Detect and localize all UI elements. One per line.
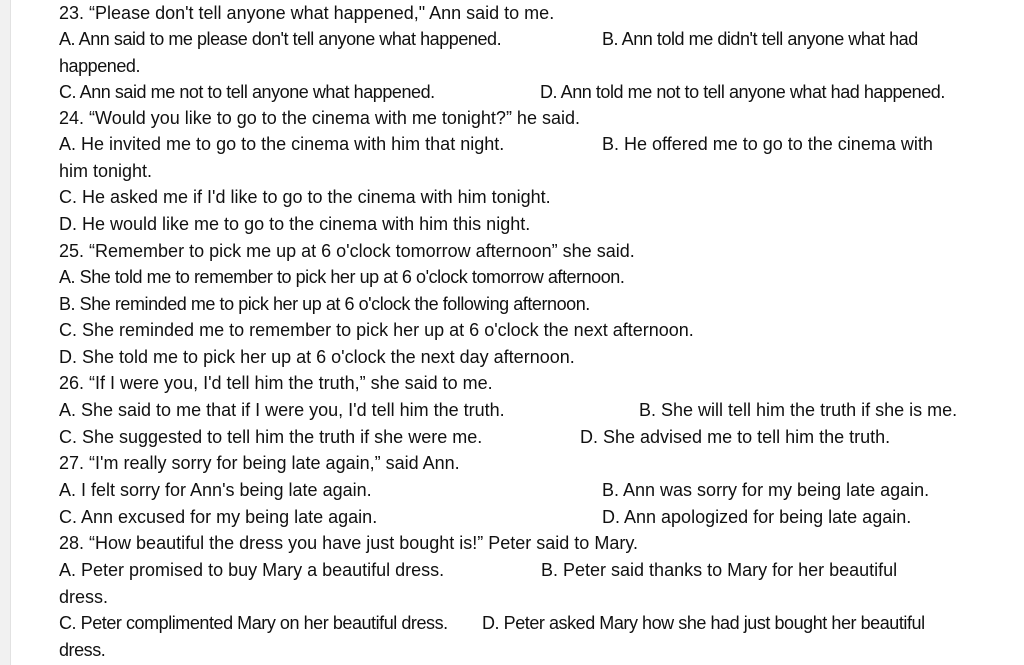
- option-a: A. I felt sorry for Ann's being late again.: [59, 480, 372, 500]
- option-d: D. He would like me to go to the cinema with him this night.: [59, 214, 531, 234]
- option-a: A. She said to me that if I were you, I'd tell him the truth.: [59, 400, 505, 420]
- question-text: “Remember to pick me up at 6 o'clock tomorrow afternoon” she said.: [89, 241, 635, 261]
- question-27-prompt: [59, 453, 460, 473]
- question-28-prompt: [59, 533, 638, 553]
- question-text: “How beautiful the dress you have just bought is!” Peter said to Mary.: [89, 533, 638, 553]
- option-c: C. He asked me if I'd like to go to the cinema with him tonight.: [59, 187, 551, 207]
- option-a: A. Ann said to me please don't tell anyone what happened.: [59, 29, 502, 49]
- question-25-prompt: [59, 241, 635, 261]
- option-d: D. Peter asked Mary how she had just bought her beautiful: [482, 613, 925, 633]
- option-c: C. Ann said me not to tell anyone what happened.: [59, 82, 435, 102]
- option-b: B. Ann was sorry for my being late again.: [602, 480, 930, 500]
- option-c: C. She reminded me to remember to pick her up at 6 o'clock the next afternoon.: [59, 320, 694, 340]
- question-number: 25.: [59, 241, 85, 261]
- option-b-continuation: happened.: [59, 56, 141, 76]
- question-text: “I'm really sorry for being late again,” said Ann.: [89, 453, 460, 473]
- question-number: 23.: [59, 3, 85, 23]
- document-page: [10, 0, 1024, 665]
- question-text: “If I were you, I'd tell him the truth,” she said to me.: [89, 373, 493, 393]
- option-b: B. He offered me to go to the cinema with: [602, 134, 933, 154]
- option-b: B. She reminded me to pick her up at 6 o'clock the following afternoon.: [59, 294, 590, 314]
- option-c: C. She suggested to tell him the truth if she were me.: [59, 427, 483, 447]
- option-b: B. Peter said thanks to Mary for her beautiful: [541, 560, 898, 580]
- option-b: B. She will tell him the truth if she is me.: [639, 400, 958, 420]
- question-26-prompt: [59, 373, 493, 393]
- option-d: D. She told me to pick her up at 6 o'clock the next day afternoon.: [59, 347, 575, 367]
- option-a: A. He invited me to go to the cinema with him that night.: [59, 134, 505, 154]
- option-d: D. Ann apologized for being late again.: [602, 507, 912, 527]
- question-number: 28.: [59, 533, 85, 553]
- option-b-continuation: him tonight.: [59, 161, 153, 181]
- question-number: 24.: [59, 108, 85, 128]
- option-b-continuation: dress.: [59, 587, 109, 607]
- option-a: A. Peter promised to buy Mary a beautiful dress.: [59, 560, 445, 580]
- option-c: C. Ann excused for my being late again.: [59, 507, 378, 527]
- option-a: A. She told me to remember to pick her up at 6 o'clock tomorrow afternoon.: [59, 267, 625, 287]
- option-d-continuation: dress.: [59, 640, 106, 660]
- question-number: 27.: [59, 453, 85, 473]
- option-d: D. She advised me to tell him the truth.: [580, 427, 891, 447]
- question-number: 26.: [59, 373, 85, 393]
- question-text: “Please don't tell anyone what happened," Ann said to me.: [89, 3, 555, 23]
- question-23-prompt: [59, 3, 554, 23]
- option-b: B. Ann told me didn't tell anyone what had: [602, 29, 918, 49]
- option-c: C. Peter complimented Mary on her beautiful dress.: [59, 613, 448, 633]
- question-text: “Would you like to go to the cinema with me tonight?” he said.: [89, 108, 580, 128]
- option-d: D. Ann told me not to tell anyone what had happened.: [540, 82, 945, 102]
- question-24-prompt: [59, 108, 580, 128]
